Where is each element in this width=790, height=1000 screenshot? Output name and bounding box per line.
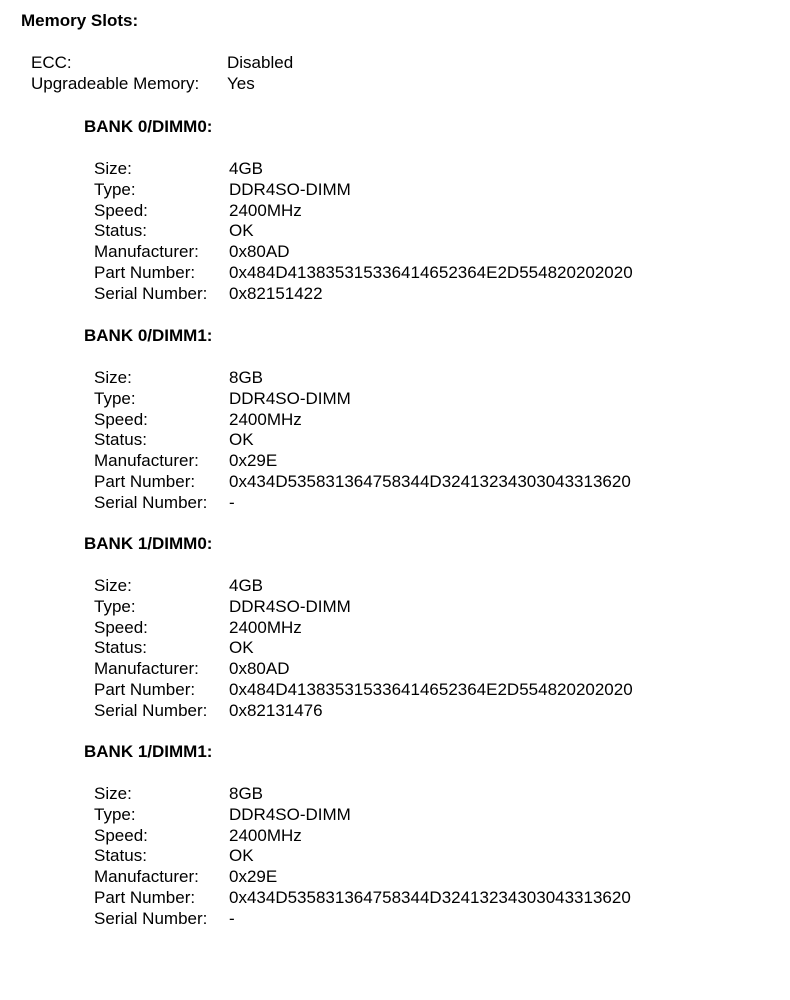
field-value: DDR4SO-DIMM (229, 596, 351, 616)
bank-fields (94, 159, 774, 304)
field-value: 2400MHz (229, 825, 302, 845)
field-label: Speed: (94, 617, 148, 637)
field-label: Type: (94, 179, 136, 199)
field-value: DDR4SO-DIMM (229, 179, 351, 199)
field-value: 2400MHz (229, 409, 302, 429)
field-label: Part Number: (94, 471, 196, 491)
field-label: Type: (94, 596, 136, 616)
field-value: OK (229, 221, 254, 241)
field-value: 0x80AD (229, 659, 290, 678)
status-row (94, 221, 774, 242)
upgradeable-memory-row (31, 74, 431, 95)
speed-row (94, 410, 774, 431)
field-value: 0x82131476 (229, 700, 323, 720)
field-label: Serial Number: (94, 908, 208, 928)
field-value: DDR4SO-DIMM (229, 388, 351, 408)
size-row (94, 784, 774, 805)
field-label: Speed: (94, 409, 148, 429)
part-number-row (94, 888, 774, 909)
field-value: 2400MHz (229, 617, 302, 637)
field-value: 8GB (229, 368, 264, 387)
field-value: OK (229, 430, 254, 450)
field-value: OK (229, 846, 254, 866)
field-label: Speed: (94, 200, 148, 220)
field-value: 0x29E (229, 451, 278, 470)
ecc-row (31, 53, 431, 74)
bank-fields (94, 784, 774, 929)
field-value: Yes (227, 73, 255, 93)
serial-number-row (94, 909, 774, 930)
bank-title: BANK 1/DIMM1: (84, 742, 213, 761)
field-label: Size: (94, 159, 132, 178)
field-value: 4GB (229, 159, 264, 178)
field-label: Manufacturer: (94, 659, 199, 678)
field-label: Size: (94, 576, 132, 595)
field-label: Status: (94, 430, 147, 450)
type-row (94, 597, 774, 618)
field-label: Type: (94, 804, 136, 824)
speed-row (94, 201, 774, 222)
memory-slots-heading: Memory Slots: (21, 11, 139, 30)
field-label: Status: (94, 221, 147, 241)
size-row (94, 159, 774, 180)
part-number-row (94, 680, 774, 701)
speed-row (94, 826, 774, 847)
bank-fields (94, 576, 774, 721)
field-value: 0x82151422 (229, 283, 323, 303)
field-label: Part Number: (94, 262, 196, 282)
field-label: Serial Number: (94, 700, 208, 720)
serial-number-row (94, 493, 774, 514)
field-value: DDR4SO-DIMM (229, 804, 351, 824)
general-info (31, 53, 431, 95)
field-value: 4GB (229, 576, 264, 595)
field-label: Serial Number: (94, 283, 208, 303)
size-row (94, 368, 774, 389)
field-value: 0x484D413835315336414652364E2D554820202020 (229, 262, 633, 282)
part-number-row (94, 472, 774, 493)
field-label: Serial Number: (94, 492, 208, 512)
field-value: 0x80AD (229, 242, 290, 261)
field-label: ECC: (31, 53, 72, 72)
type-row (94, 180, 774, 201)
field-value: OK (229, 638, 254, 658)
manufacturer-row (94, 867, 774, 888)
serial-number-row (94, 284, 774, 305)
bank-title: BANK 0/DIMM1: (84, 326, 213, 345)
size-row (94, 576, 774, 597)
field-value: 8GB (229, 784, 264, 803)
field-value: 0x29E (229, 867, 278, 886)
field-value: - (229, 492, 235, 512)
field-label: Status: (94, 638, 147, 658)
speed-row (94, 618, 774, 639)
status-row (94, 638, 774, 659)
field-label: Manufacturer: (94, 451, 199, 470)
bank-title: BANK 0/DIMM0: (84, 117, 213, 136)
manufacturer-row (94, 659, 774, 680)
field-value: 0x434D535831364758344D32413234303043313620 (229, 887, 631, 907)
field-value: Disabled (227, 53, 294, 72)
field-value: 2400MHz (229, 200, 302, 220)
field-label: Upgradeable Memory: (31, 73, 200, 93)
field-label: Manufacturer: (94, 242, 199, 261)
field-value: - (229, 908, 235, 928)
status-row (94, 846, 774, 867)
bank-title: BANK 1/DIMM0: (84, 534, 213, 553)
type-row (94, 389, 774, 410)
field-label: Part Number: (94, 679, 196, 699)
serial-number-row (94, 701, 774, 722)
part-number-row (94, 263, 774, 284)
field-label: Part Number: (94, 887, 196, 907)
field-label: Size: (94, 784, 132, 803)
field-value: 0x484D413835315336414652364E2D554820202020 (229, 679, 633, 699)
type-row (94, 805, 774, 826)
field-label: Manufacturer: (94, 867, 199, 886)
manufacturer-row (94, 451, 774, 472)
field-label: Type: (94, 388, 136, 408)
field-label: Speed: (94, 825, 148, 845)
field-label: Status: (94, 846, 147, 866)
bank-fields (94, 368, 774, 513)
status-row (94, 430, 774, 451)
manufacturer-row (94, 242, 774, 263)
field-label: Size: (94, 368, 132, 387)
field-value: 0x434D535831364758344D32413234303043313620 (229, 471, 631, 491)
